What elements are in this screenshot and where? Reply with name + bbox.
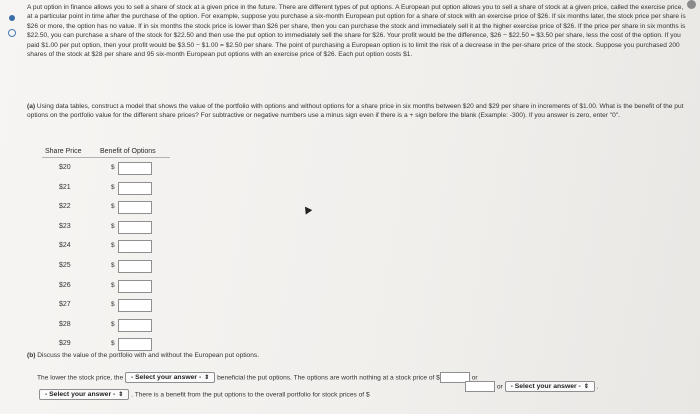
- unanswered-indicator-icon: [8, 29, 16, 37]
- scroll-indicator-icon[interactable]: [687, 0, 696, 9]
- part-b-line-1b: [465, 381, 599, 392]
- table-row: [42, 240, 162, 254]
- share-price-cell: $27: [59, 301, 71, 309]
- worthless-price-select[interactable]: [505, 381, 595, 392]
- benefit-input[interactable]: [118, 182, 152, 195]
- share-price-cell: $21: [59, 183, 71, 191]
- share-price-cell: $28: [59, 320, 71, 328]
- or-text-2: or: [496, 383, 503, 391]
- currency-symbol: $: [111, 301, 115, 309]
- benefit-input[interactable]: [118, 260, 152, 273]
- table-row: [42, 162, 162, 176]
- currency-symbol: $: [111, 320, 115, 328]
- benefit-range-select[interactable]: [39, 389, 129, 400]
- table-row: [42, 280, 162, 294]
- table-row: [42, 319, 162, 333]
- table-row: [42, 201, 162, 215]
- part-a-label: (a): [27, 103, 36, 110]
- col-header-share-price: Share Price: [45, 148, 82, 155]
- line1-text-a: The lower the stock price, the: [37, 374, 124, 382]
- chevron-updown-icon: ⇕: [118, 392, 124, 398]
- part-b-title: Discuss the value of the portfolio with and without the European put options.: [37, 352, 260, 359]
- share-price-cell: $25: [59, 262, 71, 269]
- benefit-input[interactable]: [118, 240, 152, 253]
- part-a-text: Using data tables, construct a model that shows the value of the portfolio with options and without options for a share price in six months between $20 and $29 per share in increments of $1.00. What is the benefit of the put options on the portfolio value for the different share prices? For subtractive or negative numbers use a minus sign even if there is a + sign before the blank (Example: -300). If you answer is zero, enter "0".: [27, 103, 684, 120]
- or-text: or: [471, 374, 478, 382]
- currency-symbol: $: [111, 203, 115, 211]
- currency-symbol: $: [111, 183, 115, 191]
- table-row: [42, 338, 162, 352]
- benefit-input[interactable]: [118, 319, 152, 332]
- share-price-cell: $26: [59, 281, 71, 289]
- share-price-cell: $24: [59, 242, 71, 250]
- table-row: [42, 260, 162, 274]
- share-price-cell: $20: [59, 164, 71, 171]
- period-text: .: [596, 383, 599, 391]
- answered-indicator-icon: [9, 15, 15, 21]
- benefit-input[interactable]: [118, 338, 152, 351]
- problem-intro: A put option in finance allows you to sell a share of stock at a given price in the future. There are different types of put options. A European put option allows you to sell a share of stock at a given price, called the exercise price, at a particular point in time after the purchase of the option. For example, suppose you purchase a six-month European put option for a share of stock with an exercise price of $26. If six months later, the stock price per share is $26 or more, the option has no value. If in six months the stock price is lower than $26 per share, then you can purchase the stock and immediately sell it at the higher exercise price of $26. If the price per share in six months is $22.50, you can purchase a share of the stock for $22.50 and then use the put option to immediately sell the share for $26. Your profit would be the difference, $26 − $22.50 = $3.50 per share, less the cost of the option. If you paid $1.00 per put option, then your profit would be $3.50 − $1.00 = $2.50 per share. The point of purchasing a European option is to limit the risk of a decrease in the per-share price of the stock. Suppose you purchased 200 shares of the stock at $28 per share and 95 six-month European put options with an exercise price of $26. Each put option costs $1.: [27, 4, 686, 59]
- chevron-updown-icon: ⇕: [583, 384, 589, 390]
- part-a-prompt: [27, 102, 687, 121]
- benefit-input[interactable]: [118, 299, 152, 312]
- currency-symbol: $: [111, 222, 115, 230]
- currency-symbol: $: [111, 340, 115, 348]
- select-label-2: - Select your answer -: [510, 383, 581, 390]
- select-label: - Select your answer -: [130, 374, 202, 381]
- currency-symbol: $: [111, 242, 115, 250]
- benefit-input[interactable]: [118, 201, 152, 214]
- benefit-input[interactable]: [118, 221, 152, 234]
- header-divider: [42, 157, 170, 158]
- lower-price-benefit-select[interactable]: [125, 372, 215, 383]
- share-price-cell: $22: [59, 203, 71, 211]
- currency-symbol: $: [111, 164, 115, 171]
- select-label-3: - Select your answer -: [45, 391, 116, 398]
- period-text-2: .: [131, 391, 133, 399]
- share-price-cell: $29: [59, 340, 71, 348]
- currency-symbol: $: [111, 281, 115, 289]
- benefit-input[interactable]: [118, 162, 152, 175]
- benefit-input[interactable]: [118, 280, 152, 293]
- part-b-line-2: [39, 389, 370, 400]
- table-row: [42, 182, 162, 196]
- part-b-line-1: [37, 372, 478, 383]
- table-row: [42, 299, 162, 313]
- line1-text-b: beneficial the put options. The options are worth nothing at a stock price of $: [217, 374, 440, 382]
- line2-text: There is a benefit from the put options to the overall portfolio for stock prices of $: [134, 391, 370, 399]
- chevron-updown-icon: ⇕: [204, 375, 210, 381]
- mouse-cursor-icon: [302, 204, 313, 214]
- col-header-benefit: Benefit of Options: [100, 148, 156, 155]
- part-b-label: (b): [27, 352, 36, 359]
- share-price-cell: $23: [59, 222, 71, 230]
- worthless-price-input-2[interactable]: [465, 381, 495, 392]
- part-b-prompt: [27, 352, 259, 359]
- currency-symbol: $: [111, 262, 115, 269]
- table-row: [42, 221, 162, 235]
